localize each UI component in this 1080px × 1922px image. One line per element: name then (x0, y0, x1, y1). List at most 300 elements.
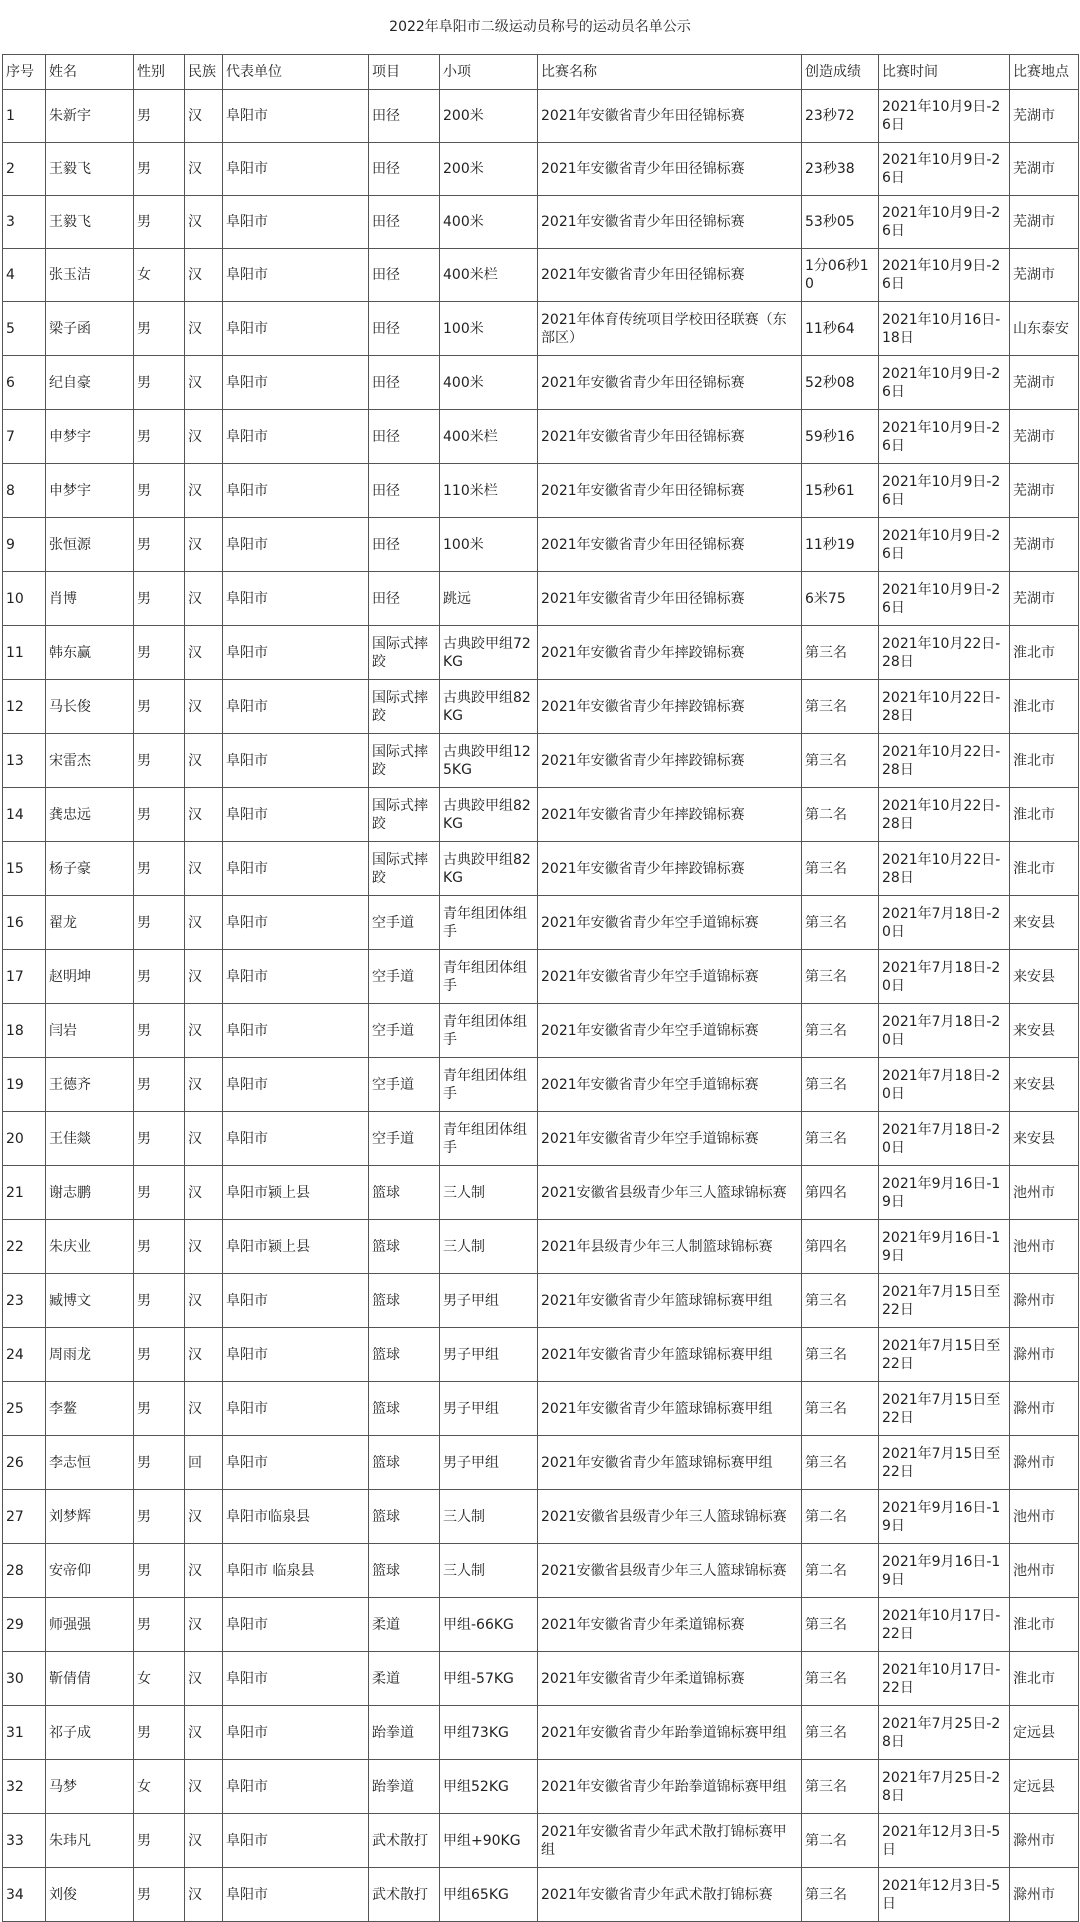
cell-gender: 男 (134, 1814, 185, 1868)
cell-sport: 田径 (369, 356, 440, 410)
cell-competition: 2021年安徽省青少年柔道锦标赛 (538, 1598, 802, 1652)
cell-result: 第三名 (802, 1760, 879, 1814)
cell-gender: 男 (134, 1166, 185, 1220)
cell-event: 青年组团体组手 (440, 1058, 538, 1112)
cell-ethnicity: 汉 (185, 1868, 223, 1922)
cell-ethnicity: 汉 (185, 896, 223, 950)
table-row (3, 196, 1079, 249)
cell-gender: 女 (134, 1760, 185, 1814)
cell-result: 第三名 (802, 896, 879, 950)
cell-date: 2021年12月3日-5日 (879, 1814, 1010, 1868)
table-row (3, 1490, 1079, 1544)
cell-location: 淮北市 (1010, 680, 1079, 734)
cell-sport: 篮球 (369, 1436, 440, 1490)
cell-result: 第三名 (802, 680, 879, 734)
cell-result: 第二名 (802, 1544, 879, 1598)
cell-gender: 男 (134, 734, 185, 788)
cell-sport: 篮球 (369, 1274, 440, 1328)
cell-ethnicity: 汉 (185, 249, 223, 302)
cell-unit: 阜阳市颍上县 (223, 1166, 369, 1220)
cell-competition: 2021年安徽省青少年田径锦标赛 (538, 518, 802, 572)
cell-competition: 2021年县级青少年三人制篮球锦标赛 (538, 1220, 802, 1274)
cell-name: 李鳌 (46, 1382, 134, 1436)
cell-date: 2021年9月16日-19日 (879, 1490, 1010, 1544)
cell-location: 芜湖市 (1010, 572, 1079, 626)
cell-name: 刘俊 (46, 1868, 134, 1922)
cell-name: 王德齐 (46, 1058, 134, 1112)
cell-result: 第三名 (802, 1382, 879, 1436)
cell-sport: 田径 (369, 518, 440, 572)
column-header-index: 序号 (3, 55, 46, 90)
cell-sport: 柔道 (369, 1598, 440, 1652)
cell-ethnicity: 汉 (185, 1328, 223, 1382)
cell-sport: 柔道 (369, 1652, 440, 1706)
cell-date: 2021年7月18日-20日 (879, 1112, 1010, 1166)
cell-index: 31 (3, 1706, 46, 1760)
cell-gender: 男 (134, 356, 185, 410)
cell-result: 59秒16 (802, 410, 879, 464)
cell-index: 5 (3, 302, 46, 356)
cell-unit: 阜阳市 (223, 464, 369, 518)
cell-gender: 男 (134, 90, 185, 143)
cell-name: 师强强 (46, 1598, 134, 1652)
cell-sport: 田径 (369, 410, 440, 464)
cell-ethnicity: 汉 (185, 90, 223, 143)
cell-result: 第三名 (802, 1652, 879, 1706)
cell-competition: 2021年安徽省青少年跆拳道锦标赛甲组 (538, 1706, 802, 1760)
cell-competition: 2021年安徽省青少年武术散打锦标赛甲组 (538, 1814, 802, 1868)
cell-result: 第三名 (802, 734, 879, 788)
cell-index: 13 (3, 734, 46, 788)
cell-location: 滁州市 (1010, 1436, 1079, 1490)
cell-result: 15秒61 (802, 464, 879, 518)
cell-index: 16 (3, 896, 46, 950)
cell-unit: 阜阳市 (223, 734, 369, 788)
cell-index: 15 (3, 842, 46, 896)
cell-competition: 2021年安徽省青少年篮球锦标赛甲组 (538, 1274, 802, 1328)
column-header-unit: 代表单位 (223, 55, 369, 90)
cell-sport: 田径 (369, 143, 440, 196)
cell-result: 1分06秒10 (802, 249, 879, 302)
cell-result: 第三名 (802, 1598, 879, 1652)
cell-index: 8 (3, 464, 46, 518)
cell-competition: 2021年安徽省青少年柔道锦标赛 (538, 1652, 802, 1706)
cell-sport: 跆拳道 (369, 1706, 440, 1760)
cell-competition: 2021年安徽省青少年篮球锦标赛甲组 (538, 1328, 802, 1382)
cell-ethnicity: 汉 (185, 842, 223, 896)
cell-result: 53秒05 (802, 196, 879, 249)
cell-name: 谢志鹏 (46, 1166, 134, 1220)
cell-competition: 2021年安徽省青少年篮球锦标赛甲组 (538, 1436, 802, 1490)
table-row (3, 1328, 1079, 1382)
cell-sport: 空手道 (369, 896, 440, 950)
cell-ethnicity: 回 (185, 1436, 223, 1490)
table-row (3, 842, 1079, 896)
cell-name: 马长俊 (46, 680, 134, 734)
cell-result: 第三名 (802, 626, 879, 680)
cell-gender: 男 (134, 680, 185, 734)
cell-index: 24 (3, 1328, 46, 1382)
cell-gender: 男 (134, 1004, 185, 1058)
cell-location: 滁州市 (1010, 1328, 1079, 1382)
cell-date: 2021年7月25日-28日 (879, 1760, 1010, 1814)
cell-date: 2021年7月18日-20日 (879, 950, 1010, 1004)
cell-name: 闫岩 (46, 1004, 134, 1058)
cell-result: 第四名 (802, 1220, 879, 1274)
table-row (3, 896, 1079, 950)
cell-date: 2021年7月18日-20日 (879, 896, 1010, 950)
cell-unit: 阜阳市 (223, 1652, 369, 1706)
table-row (3, 734, 1079, 788)
cell-competition: 2021年安徽省青少年田径锦标赛 (538, 249, 802, 302)
cell-event: 400米栏 (440, 249, 538, 302)
cell-competition: 2021年安徽省青少年跆拳道锦标赛甲组 (538, 1760, 802, 1814)
cell-name: 祁子成 (46, 1706, 134, 1760)
cell-competition: 2021年安徽省青少年摔跤锦标赛 (538, 788, 802, 842)
cell-index: 12 (3, 680, 46, 734)
cell-event: 男子甲组 (440, 1436, 538, 1490)
cell-name: 朱新宇 (46, 90, 134, 143)
table-row (3, 302, 1079, 356)
cell-date: 2021年9月16日-19日 (879, 1166, 1010, 1220)
cell-ethnicity: 汉 (185, 518, 223, 572)
cell-index: 1 (3, 90, 46, 143)
table-row (3, 1382, 1079, 1436)
cell-date: 2021年7月15日至22日 (879, 1436, 1010, 1490)
cell-ethnicity: 汉 (185, 1112, 223, 1166)
cell-ethnicity: 汉 (185, 1652, 223, 1706)
cell-index: 6 (3, 356, 46, 410)
cell-competition: 2021年安徽省青少年田径锦标赛 (538, 143, 802, 196)
cell-ethnicity: 汉 (185, 1220, 223, 1274)
cell-name: 翟龙 (46, 896, 134, 950)
cell-competition: 2021安徽省县级青少年三人篮球锦标赛 (538, 1166, 802, 1220)
cell-unit: 阜阳市 (223, 196, 369, 249)
table-row (3, 143, 1079, 196)
cell-event: 甲组65KG (440, 1868, 538, 1922)
cell-name: 宋雷杰 (46, 734, 134, 788)
cell-event: 110米栏 (440, 464, 538, 518)
cell-event: 青年组团体组手 (440, 1004, 538, 1058)
cell-index: 33 (3, 1814, 46, 1868)
column-header-sport: 项目 (369, 55, 440, 90)
cell-index: 30 (3, 1652, 46, 1706)
cell-unit: 阜阳市 (223, 1274, 369, 1328)
cell-sport: 国际式摔跤 (369, 626, 440, 680)
cell-unit: 阜阳市颍上县 (223, 1220, 369, 1274)
cell-index: 32 (3, 1760, 46, 1814)
cell-result: 第三名 (802, 1004, 879, 1058)
cell-result: 第三名 (802, 1274, 879, 1328)
column-header-ethnicity: 民族 (185, 55, 223, 90)
cell-name: 梁子函 (46, 302, 134, 356)
cell-unit: 阜阳市 (223, 896, 369, 950)
cell-location: 池州市 (1010, 1544, 1079, 1598)
cell-ethnicity: 汉 (185, 1706, 223, 1760)
table-body (3, 90, 1079, 1922)
cell-sport: 空手道 (369, 1004, 440, 1058)
cell-result: 52秒08 (802, 356, 879, 410)
cell-result: 第三名 (802, 950, 879, 1004)
cell-gender: 男 (134, 788, 185, 842)
cell-event: 古典跤甲组82KG (440, 842, 538, 896)
cell-index: 34 (3, 1868, 46, 1922)
cell-date: 2021年10月9日-26日 (879, 249, 1010, 302)
cell-competition: 2021年安徽省青少年武术散打锦标赛 (538, 1868, 802, 1922)
cell-unit: 阜阳市 (223, 788, 369, 842)
cell-event: 男子甲组 (440, 1274, 538, 1328)
cell-index: 4 (3, 249, 46, 302)
cell-name: 安帝仰 (46, 1544, 134, 1598)
cell-event: 甲组+90KG (440, 1814, 538, 1868)
table-row (3, 1760, 1079, 1814)
cell-index: 23 (3, 1274, 46, 1328)
cell-date: 2021年10月16日-18日 (879, 302, 1010, 356)
cell-unit: 阜阳市 (223, 356, 369, 410)
cell-result: 第二名 (802, 1814, 879, 1868)
cell-gender: 男 (134, 1220, 185, 1274)
cell-competition: 2021年体育传统项目学校田径联赛（东部区） (538, 302, 802, 356)
cell-date: 2021年10月9日-26日 (879, 410, 1010, 464)
cell-index: 14 (3, 788, 46, 842)
table-row (3, 1706, 1079, 1760)
cell-sport: 篮球 (369, 1328, 440, 1382)
cell-competition: 2021年安徽省青少年田径锦标赛 (538, 572, 802, 626)
table-row (3, 1004, 1079, 1058)
cell-competition: 2021年安徽省青少年田径锦标赛 (538, 196, 802, 249)
cell-ethnicity: 汉 (185, 1058, 223, 1112)
cell-competition: 2021年安徽省青少年摔跤锦标赛 (538, 680, 802, 734)
cell-unit: 阜阳市 (223, 1436, 369, 1490)
cell-name: 杨子豪 (46, 842, 134, 896)
cell-date: 2021年7月15日至22日 (879, 1382, 1010, 1436)
cell-event: 甲组-66KG (440, 1598, 538, 1652)
cell-sport: 篮球 (369, 1490, 440, 1544)
cell-gender: 女 (134, 249, 185, 302)
cell-date: 2021年9月16日-19日 (879, 1544, 1010, 1598)
cell-gender: 男 (134, 572, 185, 626)
cell-location: 滁州市 (1010, 1814, 1079, 1868)
cell-event: 青年组团体组手 (440, 950, 538, 1004)
cell-event: 甲组-57KG (440, 1652, 538, 1706)
cell-name: 马梦 (46, 1760, 134, 1814)
cell-location: 来安县 (1010, 950, 1079, 1004)
cell-competition: 2021年安徽省青少年田径锦标赛 (538, 356, 802, 410)
cell-location: 滁州市 (1010, 1274, 1079, 1328)
cell-event: 青年组团体组手 (440, 1112, 538, 1166)
cell-date: 2021年10月9日-26日 (879, 196, 1010, 249)
cell-index: 28 (3, 1544, 46, 1598)
cell-date: 2021年10月22日-28日 (879, 788, 1010, 842)
cell-date: 2021年10月22日-28日 (879, 680, 1010, 734)
table-row (3, 1112, 1079, 1166)
cell-sport: 田径 (369, 572, 440, 626)
cell-gender: 男 (134, 1706, 185, 1760)
cell-competition: 2021年安徽省青少年空手道锦标赛 (538, 950, 802, 1004)
cell-name: 周雨龙 (46, 1328, 134, 1382)
cell-location: 芜湖市 (1010, 143, 1079, 196)
cell-date: 2021年10月17日-22日 (879, 1652, 1010, 1706)
table-row (3, 1544, 1079, 1598)
cell-ethnicity: 汉 (185, 1490, 223, 1544)
cell-competition: 2021年安徽省青少年空手道锦标赛 (538, 1004, 802, 1058)
cell-name: 王毅飞 (46, 143, 134, 196)
cell-date: 2021年10月9日-26日 (879, 572, 1010, 626)
table-row (3, 356, 1079, 410)
cell-sport: 国际式摔跤 (369, 734, 440, 788)
cell-ethnicity: 汉 (185, 1598, 223, 1652)
cell-date: 2021年10月9日-26日 (879, 90, 1010, 143)
cell-sport: 田径 (369, 90, 440, 143)
cell-ethnicity: 汉 (185, 410, 223, 464)
cell-gender: 男 (134, 464, 185, 518)
cell-sport: 田径 (369, 196, 440, 249)
cell-location: 芜湖市 (1010, 410, 1079, 464)
cell-gender: 男 (134, 1436, 185, 1490)
cell-unit: 阜阳市 (223, 680, 369, 734)
table-row (3, 626, 1079, 680)
cell-name: 韩东赢 (46, 626, 134, 680)
cell-date: 2021年10月17日-22日 (879, 1598, 1010, 1652)
cell-location: 芜湖市 (1010, 196, 1079, 249)
cell-name: 李志恒 (46, 1436, 134, 1490)
cell-ethnicity: 汉 (185, 788, 223, 842)
cell-ethnicity: 汉 (185, 1166, 223, 1220)
cell-unit: 阜阳市 (223, 302, 369, 356)
cell-result: 第三名 (802, 1058, 879, 1112)
cell-location: 淮北市 (1010, 1598, 1079, 1652)
column-header-location: 比赛地点 (1010, 55, 1079, 90)
cell-name: 赵明坤 (46, 950, 134, 1004)
cell-gender: 男 (134, 1274, 185, 1328)
cell-sport: 国际式摔跤 (369, 788, 440, 842)
cell-name: 张恒源 (46, 518, 134, 572)
cell-competition: 2021年安徽省青少年田径锦标赛 (538, 90, 802, 143)
cell-location: 芜湖市 (1010, 464, 1079, 518)
cell-date: 2021年7月15日至22日 (879, 1328, 1010, 1382)
cell-result: 11秒19 (802, 518, 879, 572)
cell-location: 来安县 (1010, 896, 1079, 950)
cell-index: 7 (3, 410, 46, 464)
table-row (3, 410, 1079, 464)
cell-location: 池州市 (1010, 1166, 1079, 1220)
cell-result: 11秒64 (802, 302, 879, 356)
cell-event: 三人制 (440, 1490, 538, 1544)
table-row (3, 1598, 1079, 1652)
cell-unit: 阜阳市 (223, 1112, 369, 1166)
table-row (3, 464, 1079, 518)
cell-event: 三人制 (440, 1166, 538, 1220)
cell-name: 申梦宇 (46, 464, 134, 518)
cell-location: 淮北市 (1010, 842, 1079, 896)
cell-location: 淮北市 (1010, 626, 1079, 680)
cell-event: 古典跤甲组82KG (440, 680, 538, 734)
cell-gender: 男 (134, 1112, 185, 1166)
cell-unit: 阜阳市 临泉县 (223, 1544, 369, 1598)
table-row (3, 788, 1079, 842)
cell-competition: 2021年安徽省青少年篮球锦标赛甲组 (538, 1382, 802, 1436)
cell-event: 400米 (440, 356, 538, 410)
cell-date: 2021年7月25日-28日 (879, 1706, 1010, 1760)
column-header-name: 姓名 (46, 55, 134, 90)
cell-index: 9 (3, 518, 46, 572)
cell-ethnicity: 汉 (185, 1382, 223, 1436)
cell-index: 3 (3, 196, 46, 249)
cell-name: 刘梦辉 (46, 1490, 134, 1544)
cell-result: 第三名 (802, 1328, 879, 1382)
table-row (3, 572, 1079, 626)
cell-competition: 2021年安徽省青少年摔跤锦标赛 (538, 734, 802, 788)
page-title: 2022年阜阳市二级运动员称号的运动员名单公示 (389, 19, 691, 35)
cell-competition: 2021年安徽省青少年空手道锦标赛 (538, 1112, 802, 1166)
cell-gender: 男 (134, 1490, 185, 1544)
table-row (3, 1220, 1079, 1274)
cell-index: 11 (3, 626, 46, 680)
cell-ethnicity: 汉 (185, 1760, 223, 1814)
cell-index: 26 (3, 1436, 46, 1490)
cell-event: 200米 (440, 143, 538, 196)
cell-date: 2021年9月16日-19日 (879, 1220, 1010, 1274)
table-row (3, 249, 1079, 302)
cell-name: 朱玮凡 (46, 1814, 134, 1868)
cell-gender: 男 (134, 896, 185, 950)
cell-unit: 阜阳市 (223, 249, 369, 302)
cell-event: 男子甲组 (440, 1328, 538, 1382)
cell-index: 20 (3, 1112, 46, 1166)
cell-location: 滁州市 (1010, 1382, 1079, 1436)
cell-index: 22 (3, 1220, 46, 1274)
table-row (3, 1166, 1079, 1220)
cell-result: 23秒72 (802, 90, 879, 143)
cell-event: 古典跤甲组82KG (440, 788, 538, 842)
cell-ethnicity: 汉 (185, 464, 223, 518)
athlete-table (2, 54, 1079, 1922)
cell-unit: 阜阳市 (223, 842, 369, 896)
cell-date: 2021年7月18日-20日 (879, 1058, 1010, 1112)
table-row (3, 950, 1079, 1004)
cell-result: 第三名 (802, 1112, 879, 1166)
cell-date: 2021年10月9日-26日 (879, 464, 1010, 518)
cell-ethnicity: 汉 (185, 143, 223, 196)
cell-competition: 2021年安徽省青少年摔跤锦标赛 (538, 842, 802, 896)
cell-location: 池州市 (1010, 1220, 1079, 1274)
cell-unit: 阜阳市 (223, 1004, 369, 1058)
table-row (3, 1274, 1079, 1328)
cell-ethnicity: 汉 (185, 680, 223, 734)
cell-location: 芜湖市 (1010, 356, 1079, 410)
cell-date: 2021年10月9日-26日 (879, 143, 1010, 196)
cell-event: 200米 (440, 90, 538, 143)
cell-ethnicity: 汉 (185, 626, 223, 680)
cell-sport: 空手道 (369, 1058, 440, 1112)
cell-name: 张玉洁 (46, 249, 134, 302)
cell-event: 三人制 (440, 1220, 538, 1274)
cell-result: 第四名 (802, 1166, 879, 1220)
cell-index: 27 (3, 1490, 46, 1544)
column-header-gender: 性别 (134, 55, 185, 90)
cell-name: 肖博 (46, 572, 134, 626)
cell-name: 臧博文 (46, 1274, 134, 1328)
cell-date: 2021年10月22日-28日 (879, 842, 1010, 896)
cell-gender: 男 (134, 626, 185, 680)
cell-competition: 2021年安徽省青少年摔跤锦标赛 (538, 626, 802, 680)
cell-event: 400米栏 (440, 410, 538, 464)
cell-location: 定远县 (1010, 1706, 1079, 1760)
cell-ethnicity: 汉 (185, 1544, 223, 1598)
cell-gender: 男 (134, 1544, 185, 1598)
cell-gender: 男 (134, 1382, 185, 1436)
cell-unit: 阜阳市 (223, 1706, 369, 1760)
